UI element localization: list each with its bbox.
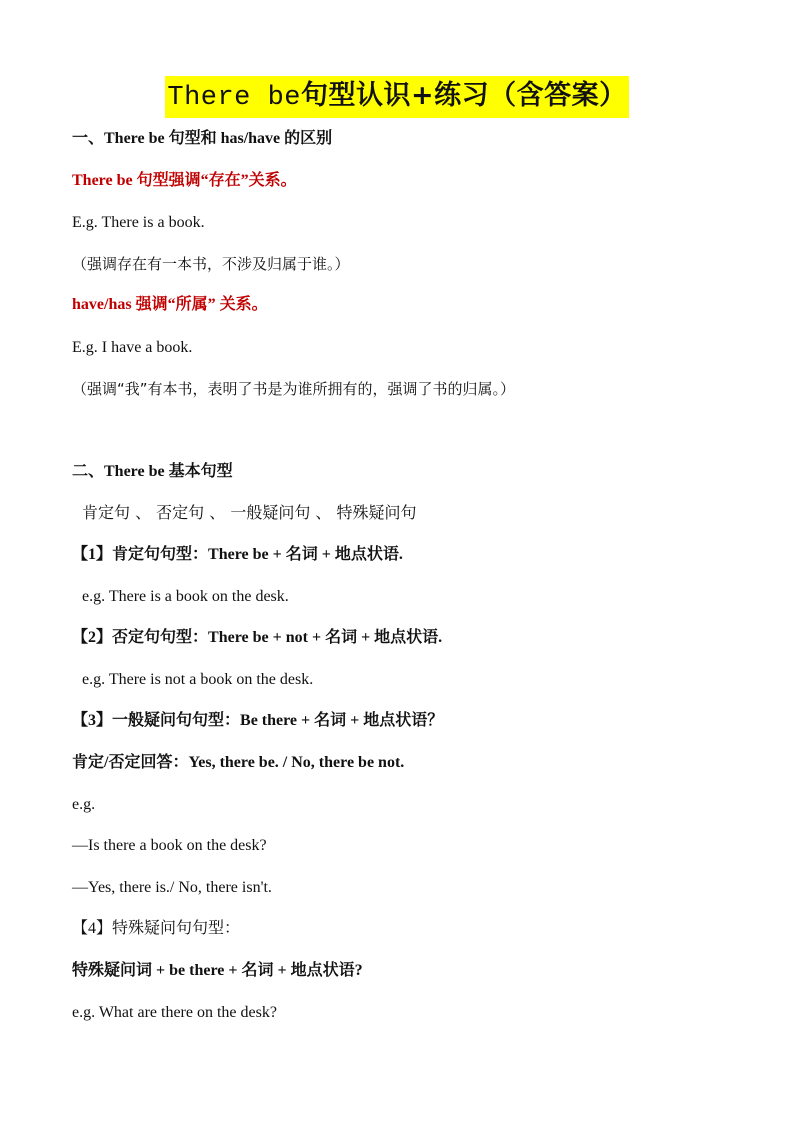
pattern2 — [72, 627, 442, 649]
section1-heading: 一、There be 句型和 has/have 的区别 — [72, 130, 333, 147]
pattern2-formula: There be + not + 名词 + 地点状语. — [208, 629, 443, 646]
dialog-answer: —Yes, there is./ No, there isn't. — [72, 879, 272, 896]
answer-label: 肯定/否定回答： — [72, 754, 189, 771]
example-there-is-book: E.g. There is a book. — [72, 214, 205, 231]
answer-text: Yes, there be. / No, there be not. — [188, 754, 405, 771]
section2-heading: 二、There be 基本句型 — [72, 463, 233, 480]
dialog-question: —Is there a book on the desk? — [72, 837, 267, 854]
pattern3-label: 【3】一般疑问句句型： — [72, 712, 241, 729]
note-ownership: （强调“我”有本书，表明了书是为谁所拥有的，强调了书的归属。） — [72, 380, 516, 398]
pattern3-formula: Be there + 名词 + 地点状语？ — [240, 712, 444, 729]
note-existence: （强调存在有一本书，不涉及归属于谁。） — [72, 255, 350, 273]
answer-line — [72, 752, 404, 774]
there-be-rule: There be 句型强调“存在”关系。 — [72, 172, 297, 189]
pattern4-example: e.g. What are there on the desk? — [72, 1004, 277, 1021]
pattern4-formula-rest: + be there + 名词 + 地点状语? — [152, 962, 363, 979]
pattern3 — [72, 710, 443, 732]
eg-label: e.g. — [72, 796, 96, 813]
title-english: There be — [167, 83, 301, 113]
example-i-have-book: E.g. I have a book. — [72, 339, 193, 356]
have-has-rule: have/has 强调“所属” 关系。 — [72, 296, 268, 313]
pattern4-formula — [72, 960, 363, 982]
pattern1-example: e.g. There is a book on the desk. — [82, 588, 289, 605]
title-row — [0, 76, 794, 118]
pattern1 — [72, 544, 403, 566]
page-title — [165, 76, 628, 118]
pattern2-label: 【2】否定句句型： — [72, 629, 209, 646]
pattern1-label: 【1】肯定句句型： — [72, 546, 209, 563]
pattern4-label: 【4】特殊疑问句句型： — [72, 920, 241, 937]
pattern2-example: e.g. There is not a book on the desk. — [82, 671, 314, 688]
sentence-types: 肯定句 、 否定句 、 一般疑问句 、 特殊疑问句 — [82, 503, 417, 522]
pattern1-formula: There be + 名词 + 地点状语. — [208, 546, 403, 563]
title-chinese: 句型认识+练习（含答案） — [301, 80, 627, 111]
pattern4-formula-wh: 特殊疑问词 — [72, 962, 153, 979]
